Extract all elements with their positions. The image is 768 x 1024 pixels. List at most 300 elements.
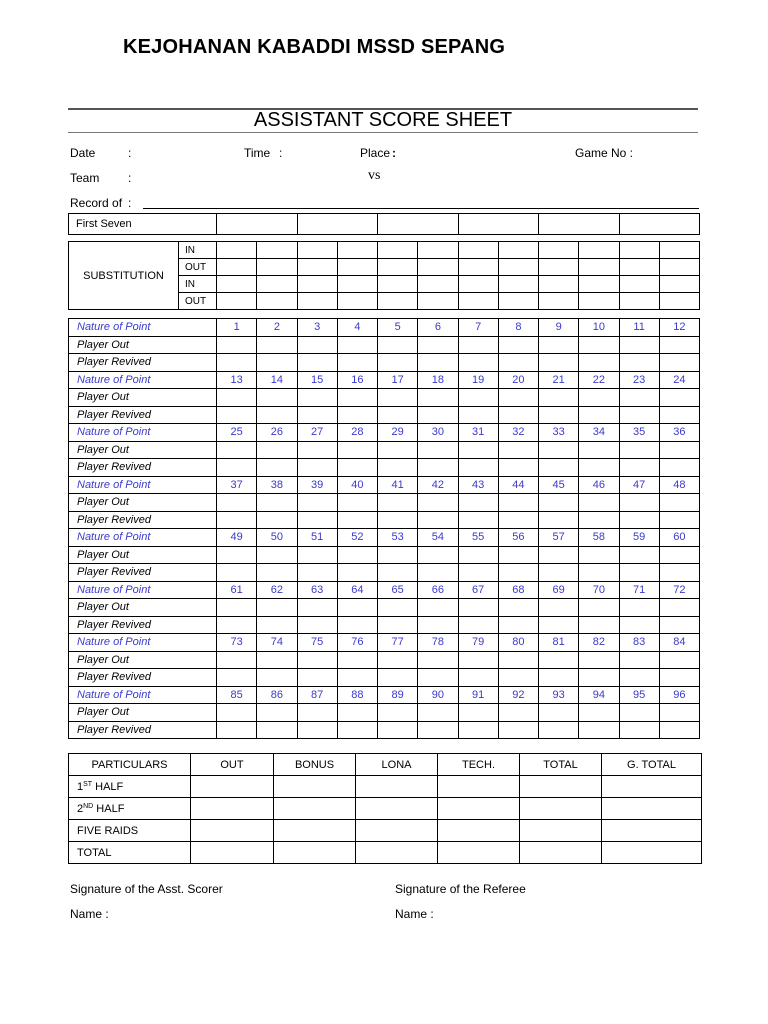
player-revived-cell[interactable] [619, 564, 659, 582]
player-out-cell[interactable] [458, 389, 498, 407]
player-out-cell[interactable] [257, 546, 297, 564]
player-revived-cell[interactable] [217, 459, 257, 477]
player-out-row [69, 336, 700, 354]
player-out-cell[interactable] [659, 651, 699, 669]
player-revived-cell[interactable] [579, 616, 619, 634]
substitution-cell[interactable] [579, 242, 619, 259]
player-revived-cell[interactable] [498, 564, 538, 582]
player-out-cell[interactable] [297, 494, 337, 512]
player-revived-cell[interactable] [498, 511, 538, 529]
player-out-cell[interactable] [579, 441, 619, 459]
player-revived-cell[interactable] [619, 511, 659, 529]
substitution-cell[interactable] [458, 276, 498, 293]
player-out-cell[interactable] [418, 336, 458, 354]
player-out-cell[interactable] [297, 546, 337, 564]
player-out-cell[interactable] [619, 599, 659, 617]
player-revived-cell[interactable] [217, 721, 257, 739]
player-revived-cell[interactable] [378, 616, 418, 634]
player-out-cell[interactable] [217, 546, 257, 564]
player-out-cell[interactable] [337, 704, 377, 722]
player-out-cell[interactable] [458, 704, 498, 722]
player-revived-cell[interactable] [257, 459, 297, 477]
player-out-cell[interactable] [659, 494, 699, 512]
player-out-cell[interactable] [579, 599, 619, 617]
player-out-cell[interactable] [659, 599, 699, 617]
player-revived-cell[interactable] [619, 459, 659, 477]
substitution-cell[interactable] [619, 259, 659, 276]
substitution-cell[interactable] [418, 276, 458, 293]
player-out-cell[interactable] [257, 494, 297, 512]
player-revived-cell[interactable] [458, 459, 498, 477]
page-title: KEJOHANAN KABADDI MSSD SEPANG [123, 36, 506, 58]
player-revived-cell[interactable] [539, 616, 579, 634]
summary-cell[interactable] [191, 842, 274, 864]
player-revived-cell[interactable] [539, 354, 579, 372]
player-revived-cell[interactable] [217, 564, 257, 582]
summary-cell[interactable] [191, 776, 274, 798]
player-out-cell[interactable] [337, 546, 377, 564]
player-out-cell[interactable] [217, 599, 257, 617]
summary-cell[interactable] [602, 776, 702, 798]
player-out-cell[interactable] [579, 389, 619, 407]
player-out-cell[interactable] [539, 599, 579, 617]
player-revived-cell[interactable] [297, 406, 337, 424]
player-out-cell[interactable] [539, 546, 579, 564]
summary-cell[interactable] [274, 842, 356, 864]
substitution-cell[interactable] [498, 242, 538, 259]
player-out-cell[interactable] [337, 599, 377, 617]
point-number: 88 [337, 686, 377, 704]
player-revived-cell[interactable] [659, 564, 699, 582]
player-revived-cell[interactable] [257, 354, 297, 372]
player-revived-cell[interactable] [337, 406, 377, 424]
substitution-cell[interactable] [297, 293, 337, 310]
summary-cell[interactable] [438, 820, 520, 842]
player-out-cell[interactable] [257, 441, 297, 459]
summary-cell[interactable] [602, 820, 702, 842]
first-seven-cell[interactable] [539, 214, 620, 235]
player-revived-cell[interactable] [378, 721, 418, 739]
player-revived-cell[interactable] [297, 669, 337, 687]
player-out-cell[interactable] [659, 704, 699, 722]
player-revived-cell[interactable] [458, 354, 498, 372]
player-out-cell[interactable] [418, 441, 458, 459]
substitution-cell[interactable] [257, 259, 297, 276]
substitution-cell[interactable] [297, 242, 337, 259]
substitution-cell[interactable] [659, 276, 699, 293]
player-out-cell[interactable] [297, 441, 337, 459]
player-out-cell[interactable] [217, 494, 257, 512]
summary-cell[interactable] [520, 798, 602, 820]
player-out-cell[interactable] [659, 546, 699, 564]
substitution-cell[interactable] [337, 293, 377, 310]
substitution-cell[interactable] [659, 242, 699, 259]
point-number: 24 [659, 371, 699, 389]
player-out-cell[interactable] [579, 336, 619, 354]
substitution-cell[interactable] [659, 259, 699, 276]
player-revived-cell[interactable] [579, 511, 619, 529]
substitution-cell[interactable] [217, 259, 257, 276]
substitution-cell[interactable] [378, 293, 418, 310]
player-revived-cell[interactable] [498, 459, 538, 477]
player-out-cell[interactable] [378, 494, 418, 512]
player-out-cell[interactable] [498, 651, 538, 669]
player-out-cell[interactable] [418, 494, 458, 512]
substitution-cell[interactable] [659, 293, 699, 310]
player-out-cell[interactable] [418, 546, 458, 564]
player-out-cell[interactable] [498, 546, 538, 564]
player-out-cell[interactable] [337, 494, 377, 512]
player-revived-cell[interactable] [418, 511, 458, 529]
player-revived-row [69, 511, 700, 529]
date-colon: : [128, 146, 132, 160]
player-out-cell[interactable] [297, 704, 337, 722]
player-out-label: Player Out [69, 389, 217, 407]
substitution-cell[interactable] [418, 242, 458, 259]
player-revived-cell[interactable] [659, 511, 699, 529]
summary-cell[interactable] [520, 842, 602, 864]
player-out-cell[interactable] [337, 651, 377, 669]
player-revived-cell[interactable] [539, 564, 579, 582]
player-out-cell[interactable] [619, 389, 659, 407]
player-revived-cell[interactable] [619, 721, 659, 739]
substitution-cell[interactable] [458, 242, 498, 259]
summary-cell[interactable] [356, 820, 438, 842]
player-revived-cell[interactable] [458, 616, 498, 634]
player-revived-cell[interactable] [659, 406, 699, 424]
player-out-cell[interactable] [498, 704, 538, 722]
substitution-cell[interactable] [539, 276, 579, 293]
player-out-cell[interactable] [297, 651, 337, 669]
player-out-cell[interactable] [498, 441, 538, 459]
player-revived-cell[interactable] [619, 354, 659, 372]
substitution-cell[interactable] [217, 276, 257, 293]
player-out-cell[interactable] [458, 441, 498, 459]
point-number: 77 [378, 634, 418, 652]
player-revived-cell[interactable] [539, 669, 579, 687]
substitution-cell[interactable] [337, 242, 377, 259]
player-revived-cell[interactable] [619, 616, 659, 634]
player-out-cell[interactable] [378, 441, 418, 459]
player-out-cell[interactable] [659, 441, 699, 459]
player-revived-cell[interactable] [659, 616, 699, 634]
summary-cell[interactable] [356, 798, 438, 820]
substitution-cell[interactable] [539, 259, 579, 276]
player-out-cell[interactable] [498, 599, 538, 617]
substitution-cell[interactable] [579, 259, 619, 276]
player-out-cell[interactable] [378, 599, 418, 617]
player-out-cell[interactable] [619, 441, 659, 459]
point-number: 30 [418, 424, 458, 442]
player-revived-cell[interactable] [458, 564, 498, 582]
player-revived-cell[interactable] [458, 511, 498, 529]
player-revived-cell[interactable] [659, 721, 699, 739]
player-revived-cell[interactable] [297, 354, 337, 372]
player-out-cell[interactable] [539, 704, 579, 722]
substitution-cell[interactable] [337, 259, 377, 276]
player-revived-cell[interactable] [659, 669, 699, 687]
player-revived-cell[interactable] [498, 406, 538, 424]
substitution-cell[interactable] [619, 276, 659, 293]
player-revived-cell[interactable] [297, 564, 337, 582]
player-revived-cell[interactable] [297, 511, 337, 529]
player-out-row [69, 546, 700, 564]
player-out-cell[interactable] [257, 704, 297, 722]
player-revived-cell[interactable] [539, 511, 579, 529]
substitution-cell[interactable] [378, 276, 418, 293]
first-seven-cell[interactable] [378, 214, 459, 235]
substitution-cell[interactable] [217, 293, 257, 310]
substitution-in-label: IN [179, 242, 217, 259]
player-out-cell[interactable] [337, 389, 377, 407]
player-out-cell[interactable] [257, 651, 297, 669]
player-revived-row [69, 354, 700, 372]
player-revived-cell[interactable] [257, 406, 297, 424]
player-out-cell[interactable] [378, 389, 418, 407]
substitution-cell[interactable] [257, 293, 297, 310]
point-number: 26 [257, 424, 297, 442]
player-revived-cell[interactable] [378, 564, 418, 582]
summary-row-label [69, 776, 191, 798]
player-out-cell[interactable] [458, 599, 498, 617]
player-revived-cell[interactable] [579, 564, 619, 582]
player-out-cell[interactable] [458, 336, 498, 354]
summary-cell[interactable] [438, 842, 520, 864]
player-out-cell[interactable] [418, 599, 458, 617]
substitution-cell[interactable] [619, 242, 659, 259]
player-out-cell[interactable] [458, 546, 498, 564]
substitution-cell[interactable] [378, 259, 418, 276]
player-out-cell[interactable] [619, 704, 659, 722]
summary-cell[interactable] [602, 842, 702, 864]
substitution-cell[interactable] [619, 293, 659, 310]
substitution-cell[interactable] [539, 242, 579, 259]
player-revived-cell[interactable] [418, 721, 458, 739]
substitution-cell[interactable] [297, 259, 337, 276]
point-number: 41 [378, 476, 418, 494]
player-out-cell[interactable] [458, 494, 498, 512]
player-revived-cell[interactable] [337, 721, 377, 739]
player-revived-cell[interactable] [297, 459, 337, 477]
player-out-cell[interactable] [619, 336, 659, 354]
player-revived-cell[interactable] [579, 459, 619, 477]
player-revived-cell[interactable] [257, 616, 297, 634]
player-revived-cell[interactable] [378, 669, 418, 687]
player-out-cell[interactable] [619, 651, 659, 669]
substitution-cell[interactable] [498, 276, 538, 293]
player-revived-cell[interactable] [337, 616, 377, 634]
player-out-cell[interactable] [217, 336, 257, 354]
substitution-cell[interactable] [498, 293, 538, 310]
substitution-cell[interactable] [458, 293, 498, 310]
player-out-cell[interactable] [418, 704, 458, 722]
player-out-cell[interactable] [659, 389, 699, 407]
player-revived-label: Player Revived [69, 564, 217, 582]
versus-text: vs [368, 168, 381, 183]
substitution-cell[interactable] [579, 276, 619, 293]
player-revived-cell[interactable] [257, 721, 297, 739]
summary-cell[interactable] [191, 798, 274, 820]
player-revived-cell[interactable] [217, 354, 257, 372]
summary-cell[interactable] [520, 776, 602, 798]
player-revived-cell[interactable] [257, 511, 297, 529]
player-out-cell[interactable] [458, 651, 498, 669]
substitution-cell[interactable] [539, 293, 579, 310]
first-seven-cell[interactable] [217, 214, 298, 235]
player-out-cell[interactable] [498, 336, 538, 354]
player-revived-cell[interactable] [458, 406, 498, 424]
substitution-cell[interactable] [297, 276, 337, 293]
player-revived-cell[interactable] [458, 721, 498, 739]
player-revived-cell[interactable] [418, 354, 458, 372]
player-revived-cell[interactable] [337, 564, 377, 582]
player-out-cell[interactable] [257, 599, 297, 617]
player-out-cell[interactable] [297, 389, 337, 407]
substitution-cell[interactable] [217, 242, 257, 259]
record-of-line[interactable] [143, 208, 699, 209]
first-seven-label: First Seven [69, 214, 217, 235]
player-out-cell[interactable] [257, 389, 297, 407]
player-revived-cell[interactable] [579, 406, 619, 424]
substitution-cell[interactable] [579, 293, 619, 310]
player-revived-cell[interactable] [418, 669, 458, 687]
player-revived-cell[interactable] [297, 616, 337, 634]
player-revived-cell[interactable] [619, 669, 659, 687]
player-out-cell[interactable] [498, 389, 538, 407]
nature-of-point-label: Nature of Point [69, 424, 217, 442]
player-revived-cell[interactable] [217, 669, 257, 687]
player-out-cell[interactable] [297, 599, 337, 617]
player-revived-cell[interactable] [498, 721, 538, 739]
player-revived-cell[interactable] [418, 459, 458, 477]
summary-cell[interactable] [438, 798, 520, 820]
player-out-cell[interactable] [539, 336, 579, 354]
player-out-cell[interactable] [418, 651, 458, 669]
player-revived-cell[interactable] [378, 354, 418, 372]
player-out-cell[interactable] [498, 494, 538, 512]
summary-cell[interactable] [274, 820, 356, 842]
player-out-cell[interactable] [579, 651, 619, 669]
player-revived-cell[interactable] [337, 459, 377, 477]
player-out-cell[interactable] [337, 441, 377, 459]
summary-cell[interactable] [602, 798, 702, 820]
substitution-table [68, 241, 700, 310]
player-out-cell[interactable] [378, 546, 418, 564]
player-out-cell[interactable] [539, 389, 579, 407]
summary-cell[interactable] [191, 820, 274, 842]
player-revived-cell[interactable] [418, 616, 458, 634]
summary-cell[interactable] [356, 776, 438, 798]
player-revived-cell[interactable] [378, 406, 418, 424]
player-revived-cell[interactable] [297, 721, 337, 739]
player-out-cell[interactable] [418, 389, 458, 407]
substitution-cell[interactable] [418, 293, 458, 310]
player-revived-cell[interactable] [619, 406, 659, 424]
point-number: 47 [619, 476, 659, 494]
substitution-cell[interactable] [257, 276, 297, 293]
player-revived-cell[interactable] [579, 354, 619, 372]
player-revived-cell[interactable] [378, 459, 418, 477]
summary-cell[interactable] [356, 842, 438, 864]
first-seven-cell[interactable] [619, 214, 700, 235]
player-revived-cell[interactable] [659, 354, 699, 372]
first-seven-cell[interactable] [458, 214, 539, 235]
point-number: 57 [539, 529, 579, 547]
summary-cell[interactable] [438, 776, 520, 798]
point-number: 40 [337, 476, 377, 494]
player-out-cell[interactable] [257, 336, 297, 354]
player-out-cell[interactable] [297, 336, 337, 354]
nature-of-point-label: Nature of Point [69, 634, 217, 652]
player-out-cell[interactable] [539, 651, 579, 669]
player-revived-cell[interactable] [539, 406, 579, 424]
point-number: 72 [659, 581, 699, 599]
substitution-cell[interactable] [257, 242, 297, 259]
player-revived-cell[interactable] [418, 564, 458, 582]
player-revived-cell[interactable] [579, 669, 619, 687]
player-revived-cell[interactable] [418, 406, 458, 424]
player-out-cell[interactable] [579, 494, 619, 512]
player-out-cell[interactable] [217, 651, 257, 669]
substitution-in-label: IN [179, 276, 217, 293]
substitution-cell[interactable] [418, 259, 458, 276]
player-out-cell[interactable] [539, 494, 579, 512]
first-seven-cell[interactable] [297, 214, 378, 235]
player-revived-cell[interactable] [337, 669, 377, 687]
player-out-cell[interactable] [579, 704, 619, 722]
player-out-cell[interactable] [378, 704, 418, 722]
player-revived-cell[interactable] [498, 616, 538, 634]
player-out-cell[interactable] [579, 546, 619, 564]
player-out-cell[interactable] [619, 494, 659, 512]
player-revived-cell[interactable] [498, 354, 538, 372]
place-label: Place [360, 146, 391, 160]
player-out-cell[interactable] [539, 441, 579, 459]
player-out-cell[interactable] [337, 336, 377, 354]
player-out-cell[interactable] [619, 546, 659, 564]
player-revived-cell[interactable] [539, 459, 579, 477]
player-revived-cell[interactable] [337, 511, 377, 529]
player-revived-cell[interactable] [257, 669, 297, 687]
player-out-cell[interactable] [217, 704, 257, 722]
player-revived-cell[interactable] [217, 616, 257, 634]
player-out-cell[interactable] [378, 336, 418, 354]
player-revived-cell[interactable] [337, 354, 377, 372]
player-out-cell[interactable] [217, 441, 257, 459]
point-number: 44 [498, 476, 538, 494]
player-revived-cell[interactable] [498, 669, 538, 687]
summary-cell[interactable] [274, 776, 356, 798]
player-out-cell[interactable] [659, 336, 699, 354]
player-revived-cell[interactable] [458, 669, 498, 687]
substitution-cell[interactable] [458, 259, 498, 276]
summary-cell[interactable] [520, 820, 602, 842]
player-revived-cell[interactable] [579, 721, 619, 739]
player-revived-cell[interactable] [217, 511, 257, 529]
player-revived-row [69, 459, 700, 477]
player-revived-cell[interactable] [539, 721, 579, 739]
substitution-cell[interactable] [337, 276, 377, 293]
player-revived-cell[interactable] [217, 406, 257, 424]
substitution-cell[interactable] [498, 259, 538, 276]
player-out-cell[interactable] [217, 389, 257, 407]
summary-cell[interactable] [274, 798, 356, 820]
player-revived-cell[interactable] [659, 459, 699, 477]
player-revived-cell[interactable] [378, 511, 418, 529]
substitution-cell[interactable] [378, 242, 418, 259]
player-revived-cell[interactable] [257, 564, 297, 582]
player-out-cell[interactable] [378, 651, 418, 669]
